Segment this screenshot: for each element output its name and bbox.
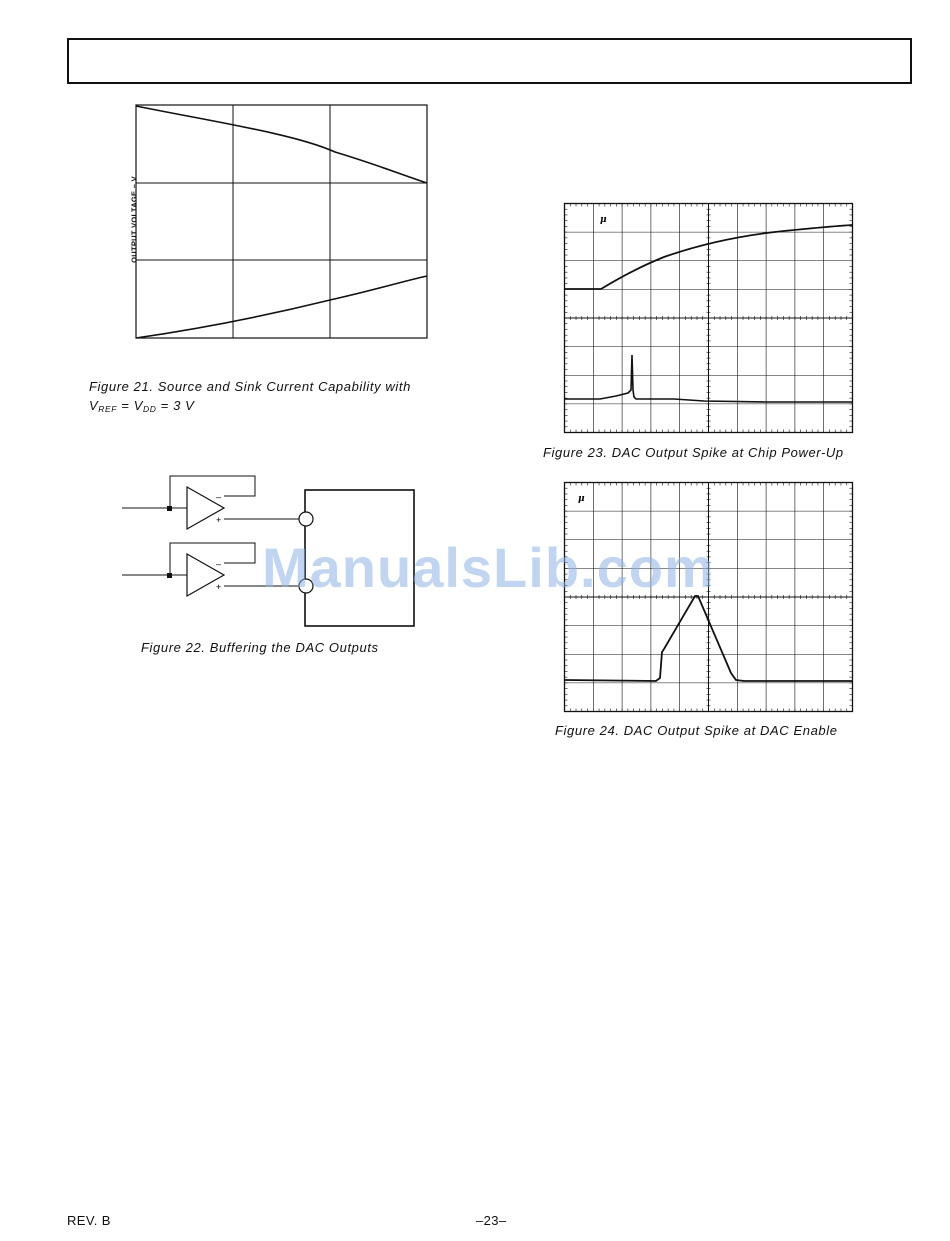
figure23-scope — [564, 203, 853, 433]
opamp-1-feedback-line — [170, 476, 255, 508]
caption-eq2: = 3 V — [156, 398, 195, 413]
figure24-scope-mark: μ — [578, 494, 585, 504]
caption-eq1: = V — [117, 398, 143, 413]
figure21-ylabel: OUTPUT VOLTAGE – V — [129, 176, 139, 263]
opamp-2-feedback-line — [170, 543, 255, 575]
figure21-sink-curve — [136, 276, 427, 338]
opamp-2-plus: + — [216, 582, 222, 592]
caption-dd-subscript: DD — [142, 404, 157, 414]
caption-v: V — [89, 398, 99, 413]
figure21-source-curve — [136, 106, 427, 183]
page-header-box — [67, 38, 912, 84]
caption-ref-subscript: REF — [98, 404, 118, 414]
figure21-graph — [135, 104, 429, 340]
figure23-scope-mark: μ — [600, 215, 607, 225]
watermark-text: ManualsLib.com — [262, 536, 715, 599]
figure21-frame — [136, 105, 427, 338]
figure21-caption-line2 — [89, 396, 411, 419]
figure21-caption — [89, 377, 411, 419]
footer-page-number: –23– — [476, 1213, 507, 1228]
opamp-1-plus: + — [216, 515, 222, 525]
opamp-2-minus: – — [216, 559, 222, 569]
opamp-1-minus: – — [216, 492, 222, 502]
dac-output-pin-1 — [299, 512, 313, 526]
figure24-caption: Figure 24. DAC Output Spike at DAC Enable — [555, 723, 838, 738]
figure22-caption: Figure 22. Buffering the DAC Outputs — [141, 640, 379, 655]
figure23-caption: Figure 23. DAC Output Spike at Chip Power-Up — [543, 445, 844, 460]
footer-revision: REV. B — [67, 1213, 111, 1228]
figure21-caption-line1: Figure 21. Source and Sink Current Capability with — [89, 379, 411, 394]
